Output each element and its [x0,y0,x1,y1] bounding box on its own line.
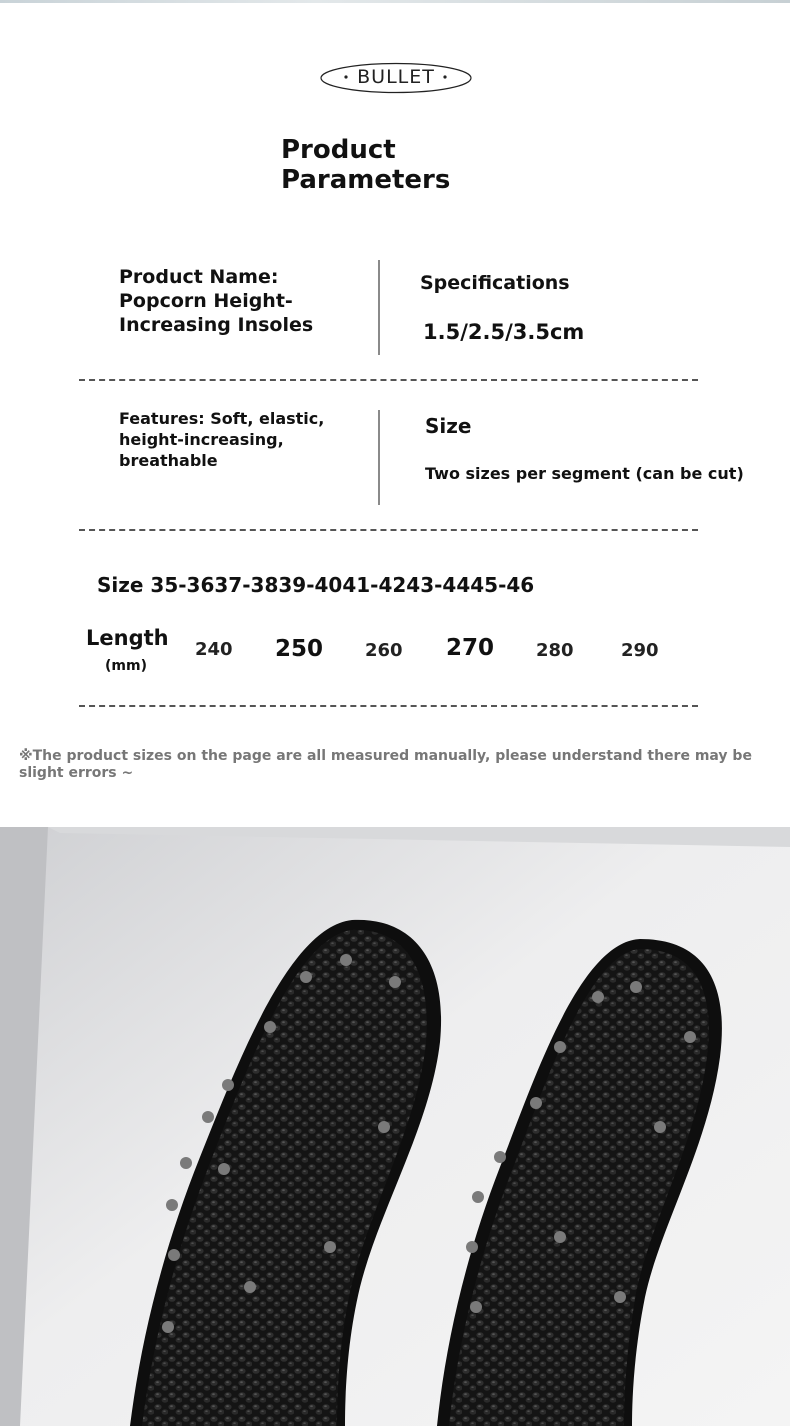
page-title: Product Parameters [281,135,451,195]
size-label: Size [425,414,472,438]
size-value: Two sizes per segment (can be cut) [425,464,744,483]
features-text: Features: Soft, elastic, height-increasing, breathable [119,409,325,470]
length-value: 280 [536,640,574,661]
specifications-value: 1.5/2.5/3.5cm [423,320,585,344]
product-name: Product Name: Popcorn Height-Increasing Insoles [119,266,314,336]
length-value: 260 [365,640,403,661]
dashed-divider [79,379,698,381]
specifications-label: Specifications [420,272,570,294]
column-divider [378,260,380,355]
top-banner-strip [0,0,790,3]
length-value: 250 [275,636,324,662]
length-value: 290 [621,640,659,661]
product-photo [0,827,790,1426]
brand-logo [320,62,472,94]
length-label: Length [86,626,169,650]
brand-name: BULLET [357,66,435,88]
dashed-divider [79,529,698,531]
measurement-note: ※The product sizes on the page are all measured manually, please understand there may be slight errors ~ [19,748,752,781]
length-value: 240 [195,639,233,660]
insoles-image [0,827,790,1426]
size-range-row: Size 35-3637-3839-4041-4243-4445-46 [97,573,535,597]
length-unit: (mm) [105,658,147,674]
column-divider [378,410,380,505]
dashed-divider [79,705,698,707]
length-value: 270 [446,635,495,661]
